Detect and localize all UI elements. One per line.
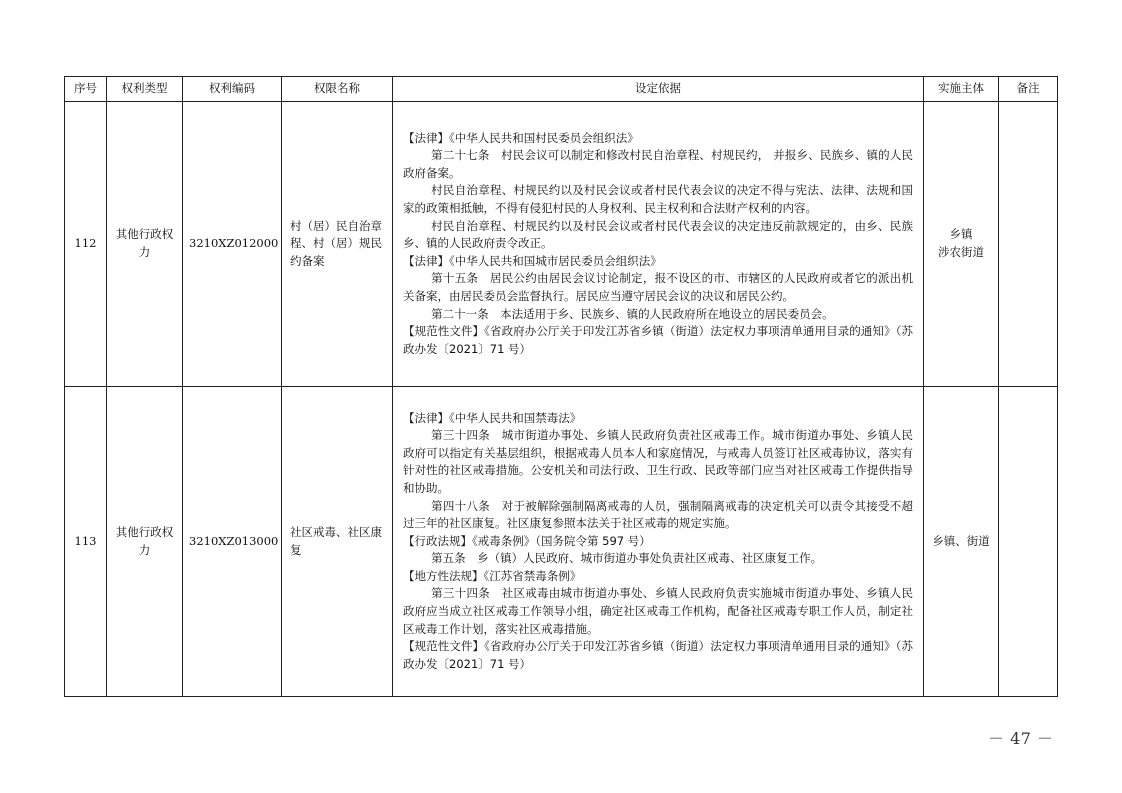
table-row — [65, 102, 1058, 387]
row-subject: 乡镇、街道 — [924, 387, 999, 697]
basis-line: 【规范性文件】《省政府办公厅关于印发江苏省乡镇（街道）法定权力事项清单通用目录的通知》（苏政办发〔2021〕71 号） — [403, 639, 913, 671]
basis-line: 【法律】《中华人民共和国村民委员会组织法》 — [403, 130, 639, 145]
row-no: 112 — [65, 102, 107, 387]
header-remark: 备注 — [999, 77, 1058, 102]
header-type: 权利类型 — [107, 77, 183, 102]
basis-line: 【行政法规】《戒毒条例》（国务院令第 597 号） — [403, 533, 651, 548]
header-no: 序号 — [65, 77, 107, 102]
basis-line: 第二十七条 村民会议可以制定和修改村民自治章程、村规民约， 并报乡、民族乡、镇的人民政府备案。 — [403, 148, 913, 180]
basis-line: 【地方性法规】《江苏省禁毒条例》 — [403, 568, 582, 583]
row-remark — [999, 102, 1058, 387]
row-type: 其他行政权力 — [107, 102, 183, 387]
row-basis — [393, 387, 924, 697]
row-subject: 乡镇 涉农街道 — [924, 102, 999, 387]
basis-line: 【规范性文件】《省政府办公厅关于印发江苏省乡镇（街道）法定权力事项清单通用目录的通知》（苏政办发〔2021〕71 号） — [403, 324, 913, 356]
row-type: 其他行政权力 — [107, 387, 183, 697]
row-code: 3210XZ012000 — [183, 102, 282, 387]
row-power-name: 社区戒毒、社区康复 — [282, 387, 393, 697]
header-code: 权利编码 — [183, 77, 282, 102]
row-code: 3210XZ013000 — [183, 387, 282, 697]
page-number: － 47 － — [988, 729, 1054, 748]
basis-line: 【法律】《中华人民共和国城市居民委员会组织法》 — [403, 253, 662, 268]
basis-line: 第三十四条 城市街道办事处、乡镇人民政府负责社区戒毒工作。城市街道办事处、乡镇人民政府可以指定有关基层组织，根据戒毒人员本人和家庭情况，与戒毒人员签订社区戒毒协议，落实有针对性的社区戒毒措施。公安机关和司法行政、卫生行政、民政等部门应当对社区戒毒工作提供指导和协助。 — [403, 428, 913, 495]
basis-line: 第三十四条 社区戒毒由城市街道办事处、乡镇人民政府负责实施城市街道办事处、乡镇人民政府应当成立社区戒毒工作领导小组，确定社区戒毒工作机构，配备社区戒毒专职工作人员，制定社区戒毒工作计划，落实社区戒毒措施。 — [403, 586, 913, 636]
row-basis — [393, 102, 924, 387]
header-name: 权限名称 — [282, 77, 393, 102]
row-power-name: 村（居）民自治章程、村（居）规民约备案 — [282, 102, 393, 387]
basis-line: 第五条 乡（镇）人民政府、城市街道办事处负责社区戒毒、社区康复工作。 — [431, 551, 823, 566]
basis-line: 【法律】《中华人民共和国禁毒法》 — [403, 410, 582, 425]
table-header-row — [65, 77, 1058, 102]
header-basis: 设定依据 — [393, 77, 924, 102]
basis-line: 村民自治章程、村规民约以及村民会议或者村民代表会议的决定违反前款规定的，由乡、民族乡、镇的人民政府责令改正。 — [403, 218, 913, 251]
basis-line: 第二十一条 本法适用于乡、民族乡、镇的人民政府所在地设立的居民委员会。 — [431, 306, 834, 321]
row-no: 113 — [65, 387, 107, 697]
power-list-table — [64, 76, 1058, 697]
header-subject: 实施主体 — [924, 77, 999, 102]
basis-line: 第十五条 居民公约由居民会议讨论制定，报不设区的市、市辖区的人民政府或者它的派出机关备案，由居民委员会监督执行。居民应当遵守居民会议的决议和居民公约。 — [403, 271, 913, 303]
row-remark — [999, 387, 1058, 697]
basis-line: 第四十八条 对于被解除强制隔离戒毒的人员，强制隔离戒毒的决定机关可以责令其接受不超过三年的社区康复。社区康复参照本法关于社区戒毒的规定实施。 — [403, 498, 913, 531]
table-row — [65, 387, 1058, 697]
basis-line: 村民自治章程、村规民约以及村民会议或者村民代表会议的决定不得与宪法、法律、法规和国家的政策相抵触，不得有侵犯村民的人身权利、民主权利和合法财产权利的内容。 — [403, 183, 913, 216]
